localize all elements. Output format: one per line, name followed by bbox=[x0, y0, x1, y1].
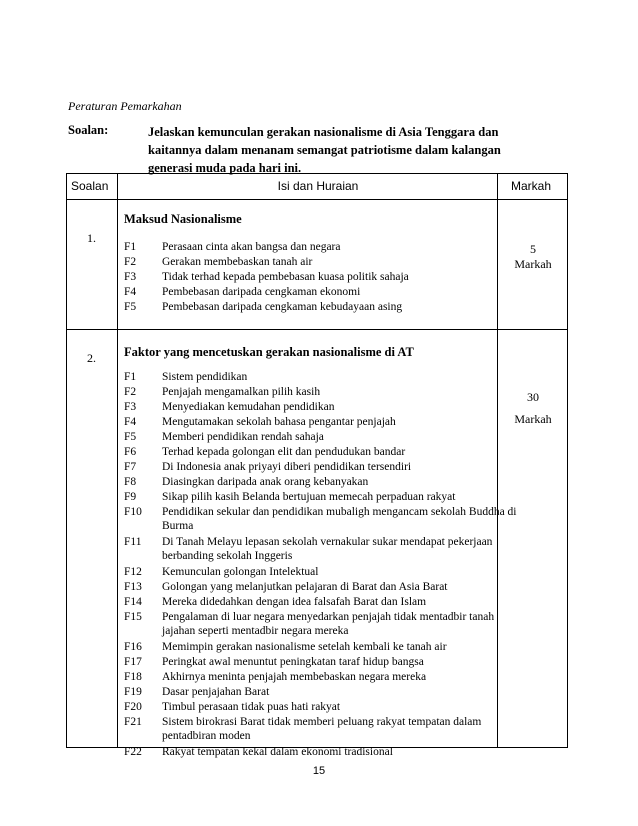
item-code: F7 bbox=[124, 461, 137, 473]
list-item bbox=[124, 256, 519, 270]
list-item bbox=[124, 671, 519, 685]
item-code: F3 bbox=[124, 401, 137, 413]
list-item bbox=[124, 371, 519, 385]
list-item bbox=[124, 656, 519, 670]
list-item bbox=[124, 746, 519, 760]
marks-label: Markah bbox=[514, 257, 552, 271]
item-text: Mereka didedahkan dengan idea falsafah Barat dan Islam bbox=[162, 596, 427, 608]
list-item bbox=[124, 301, 519, 315]
marks-label: Markah bbox=[514, 412, 552, 426]
item-text: Sistem birokrasi Barat tidak memberi peluang rakyat tempatan dalam pentadbiran moden bbox=[162, 716, 482, 742]
item-text: Kemunculan golongan Intelektual bbox=[162, 566, 319, 578]
list-item bbox=[124, 566, 519, 580]
item-code: F14 bbox=[124, 596, 142, 608]
item-text: Pendidikan sekular dan pendidikan mubaligh mengancam sekolah Buddha di Burma bbox=[162, 506, 517, 532]
header-markah: Markah bbox=[511, 179, 552, 193]
list-item bbox=[124, 476, 519, 490]
table-header bbox=[67, 174, 567, 200]
list-item bbox=[124, 641, 519, 655]
item-code: F3 bbox=[124, 271, 137, 283]
item-text: Memberi pendidikan rendah sahaja bbox=[162, 431, 324, 443]
item-text: Peringkat awal menuntut peningkatan taraf hidup bangsa bbox=[162, 656, 424, 668]
list-item bbox=[124, 506, 519, 533]
marks-value: 30 bbox=[527, 390, 539, 404]
item-code: F1 bbox=[124, 371, 137, 383]
item-text: Akhirnya meninta penjajah membebaskan negara mereka bbox=[162, 671, 427, 683]
item-code: F4 bbox=[124, 286, 137, 298]
section-heading: Peraturan Pemarkahan bbox=[68, 99, 182, 113]
list-item bbox=[124, 386, 519, 400]
item-code: F8 bbox=[124, 476, 137, 488]
item-code: F13 bbox=[124, 581, 142, 593]
item-code: F16 bbox=[124, 641, 142, 653]
section-number: 2. bbox=[87, 351, 96, 365]
list-item bbox=[124, 611, 519, 638]
item-text: Memimpin gerakan nasionalisme setelah kembali ke tanah air bbox=[162, 641, 447, 653]
item-text: Gerakan membebaskan tanah air bbox=[162, 256, 313, 268]
item-text: Dasar penjajahan Barat bbox=[162, 686, 270, 698]
item-code: F20 bbox=[124, 701, 142, 713]
list-item bbox=[124, 241, 519, 255]
item-text: Rakyat tempatan kekal dalam ekonomi tradisional bbox=[162, 746, 393, 758]
item-text: Diasingkan daripada anak orang kebanyakan bbox=[162, 476, 369, 488]
list-item bbox=[124, 446, 519, 460]
question-text: Jelaskan kemunculan gerakan nasionalisme di Asia Tenggara dan kaitannya dalam menanam semangat patriotisme dalam kalangan generasi muda pada hari ini. bbox=[148, 125, 501, 175]
item-text: Mengutamakan sekolah bahasa pengantar penjajah bbox=[162, 416, 396, 428]
item-text: Golongan yang melanjutkan pelajaran di Barat dan Asia Barat bbox=[162, 581, 448, 593]
item-text: Sikap pilih kasih Belanda bertujuan memecah perpaduan rakyat bbox=[162, 491, 456, 503]
list-item bbox=[124, 286, 519, 300]
item-code: F15 bbox=[124, 611, 142, 623]
item-code: F11 bbox=[124, 536, 142, 548]
marking-scheme-table bbox=[66, 173, 568, 758]
item-text: Tidak terhad kepada pembebasan kuasa politik sahaja bbox=[162, 271, 409, 283]
item-code: F5 bbox=[124, 301, 137, 313]
list-item bbox=[124, 431, 519, 445]
item-code: F6 bbox=[124, 446, 137, 458]
header-soalan: Soalan bbox=[71, 179, 109, 193]
marks-value: 5 bbox=[530, 242, 536, 256]
item-code: F17 bbox=[124, 656, 142, 668]
section-number: 1. bbox=[87, 231, 96, 245]
list-item bbox=[124, 271, 519, 285]
list-item bbox=[124, 686, 519, 700]
item-code: F9 bbox=[124, 491, 137, 503]
header-isi: Isi dan Huraian bbox=[277, 179, 359, 193]
item-text: Perasaan cinta akan bangsa dan negara bbox=[162, 241, 341, 253]
list-item bbox=[124, 461, 519, 475]
list-item bbox=[124, 596, 519, 610]
item-code: F10 bbox=[124, 506, 142, 518]
item-code: F12 bbox=[124, 566, 142, 578]
item-text: Sistem pendidikan bbox=[162, 371, 248, 383]
item-text: Menyediakan kemudahan pendidikan bbox=[162, 401, 335, 413]
section-title: Maksud Nasionalisme bbox=[124, 212, 242, 226]
item-code: F5 bbox=[124, 431, 137, 443]
item-text: Terhad kepada golongan elit dan pendudukan bandar bbox=[162, 446, 406, 458]
list-item bbox=[124, 536, 519, 563]
item-code: F22 bbox=[124, 746, 142, 758]
list-item bbox=[124, 416, 519, 430]
section-title: Faktor yang mencetuskan gerakan nasionalisme di AT bbox=[124, 345, 414, 359]
list-item bbox=[124, 491, 519, 505]
list-item bbox=[124, 581, 519, 595]
item-code: F2 bbox=[124, 386, 137, 398]
item-code: F19 bbox=[124, 686, 142, 698]
column-divider bbox=[117, 174, 118, 747]
list-item bbox=[124, 401, 519, 415]
item-code: F4 bbox=[124, 416, 137, 428]
item-text: Pengalaman di luar negara menyedarkan penjajah tidak mentadbir tanah jajahan seperti mentadbir negara mereka bbox=[162, 611, 495, 637]
item-code: F21 bbox=[124, 716, 142, 728]
row-divider bbox=[67, 329, 567, 330]
list-item bbox=[124, 716, 519, 743]
item-text: Di Indonesia anak priyayi diberi pendidikan tersendiri bbox=[162, 461, 412, 473]
question-label: Soalan: bbox=[68, 123, 109, 137]
item-text: Penjajah mengamalkan pilih kasih bbox=[162, 386, 321, 398]
item-text: Pembebasan daripada cengkaman ekonomi bbox=[162, 286, 361, 298]
page-number: 15 bbox=[312, 765, 326, 777]
item-code: F1 bbox=[124, 241, 137, 253]
item-text: Timbul perasaan tidak puas hati rakyat bbox=[162, 701, 341, 713]
item-code: F2 bbox=[124, 256, 137, 268]
item-code: F18 bbox=[124, 671, 142, 683]
item-text: Di Tanah Melayu lepasan sekolah vernakular sukar mendapat pekerjaan berbanding sekolah Inggeris bbox=[162, 536, 493, 562]
item-text: Pembebasan daripada cengkaman kebudayaan asing bbox=[162, 301, 403, 313]
list-item bbox=[124, 701, 519, 715]
